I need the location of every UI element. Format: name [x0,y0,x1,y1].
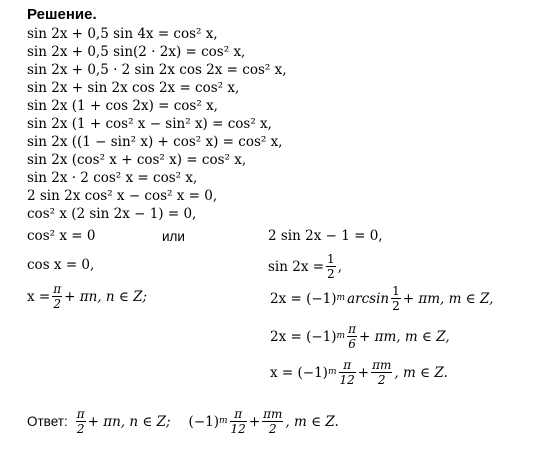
fraction-numerator: π [53,282,62,296]
sol3-suffix: , m ∈ Z. [394,364,448,381]
equation-line-2: sin 2x + 0,5 sin(2 · 2x) = cos² x, [27,44,246,60]
fraction-numerator: π [348,322,356,336]
sin-eq-suffix: , [337,258,342,275]
left-solution-suffix: + πn, n ∈ Z; [64,288,148,305]
fraction-numerator: 1 [327,252,335,266]
sol1-arcsin: arcsin [347,290,390,307]
fraction-denominator: 2 [268,422,277,436]
answer-b-suffix: , m ∈ Z. [285,413,339,430]
right-solution-1: 2x = (−1) $^m$ arcsin $\frac{1}{2}$ + πm, m ∈ Z, [270,284,494,313]
equation-line-11: cos² x (2 sin 2x − 1) = 0, [27,206,197,222]
fraction-numerator: πm [372,358,392,372]
fraction-denominator: 2 [377,373,386,387]
sin-eq-fraction [326,252,336,281]
or-connector: или [162,229,185,244]
fraction-numerator: πm [263,407,283,421]
right-solution-3: x = (−1) $^m$ $\frac{\pi}{12}$ + $\frac{\pi m}{2}$ , m ∈ Z. [270,358,448,387]
sol1-fraction [391,284,401,313]
sol2-fraction [347,322,357,351]
sol3-prefix: x = (−1) [270,364,328,381]
answer-b-plus: + [248,413,261,430]
answer-fraction-b1 [230,407,247,436]
answer-label: Ответ: [27,414,68,429]
equation-line-4: sin 2x + sin 2x cos 2x = cos² x, [27,80,240,96]
equation-line-6: sin 2x (1 + cos² x − sin² x) = cos² x, [27,116,272,132]
fraction-denominator: 12 [339,373,355,387]
right-case-sin-equation [268,252,342,281]
fraction-denominator: 12 [230,422,246,436]
fraction-numerator: π [76,407,85,421]
equation-line-5: sin 2x (1 + cos 2x) = cos² x, [27,98,218,114]
fraction-denominator: 2 [53,297,61,311]
solution-title: Решение. [27,6,97,23]
answer-a-suffix: + πn, n ∈ Z; [87,413,171,430]
fraction-denominator: 2 [392,299,400,313]
right-solution-2: 2x = (−1) $^m$ $\frac{\pi}{6}$ + πm, m ∈ Z, [270,322,450,351]
equation-line-3: sin 2x + 0,5 · 2 sin 2x cos 2x = cos² x, [27,62,287,78]
left-case-cos-equation: cos x = 0, [27,257,95,273]
left-case-solution [27,282,147,311]
sin-eq-prefix: sin 2x = [268,258,325,275]
equation-line-8: sin 2x (cos² x + cos² x) = cos² x, [27,152,247,168]
left-case-equation: cos² x = 0 [27,228,96,244]
fraction-denominator: 2 [76,422,85,436]
left-solution-fraction [52,282,62,311]
sol1-suffix: + πm, m ∈ Z, [402,290,494,307]
sol3-plus: + [357,364,370,381]
fraction-denominator: 6 [348,337,356,351]
equation-line-7: sin 2x ((1 − sin² x) + cos² x) = cos² x, [27,134,283,150]
equation-line-9: sin 2x · 2 cos² x = cos² x, [27,170,198,186]
sol2-prefix: 2x = (−1) [270,328,337,345]
answer-fraction-a [76,407,86,436]
answer-b-prefix: (−1) [188,413,219,430]
sol1-prefix: 2x = (−1) [270,290,337,307]
fraction-numerator: π [230,407,247,422]
sol2-suffix: + πm, m ∈ Z, [358,328,450,345]
fraction-denominator: 2 [327,267,335,281]
answer-fraction-b2 [262,407,283,436]
equation-line-10: 2 sin 2x cos² x − cos² x = 0, [27,188,218,204]
answer-line: Ответ: $\frac{\pi}{2}$ + πn, n ∈ Z; (−1) $^m$ $\frac{\pi}{12}$ + $\frac{\pi m}{2}$ , m ∈ Z. [27,407,339,436]
sol3-fraction-2 [371,358,392,387]
left-solution-prefix: x = [27,288,51,305]
fraction-numerator: 1 [392,284,400,298]
fraction-numerator: π [339,358,356,373]
right-case-equation: 2 sin 2x − 1 = 0, [268,228,383,244]
sol3-fraction-1 [339,358,356,387]
equation-line-1: sin 2x + 0,5 sin 4x = cos² x, [27,26,218,42]
